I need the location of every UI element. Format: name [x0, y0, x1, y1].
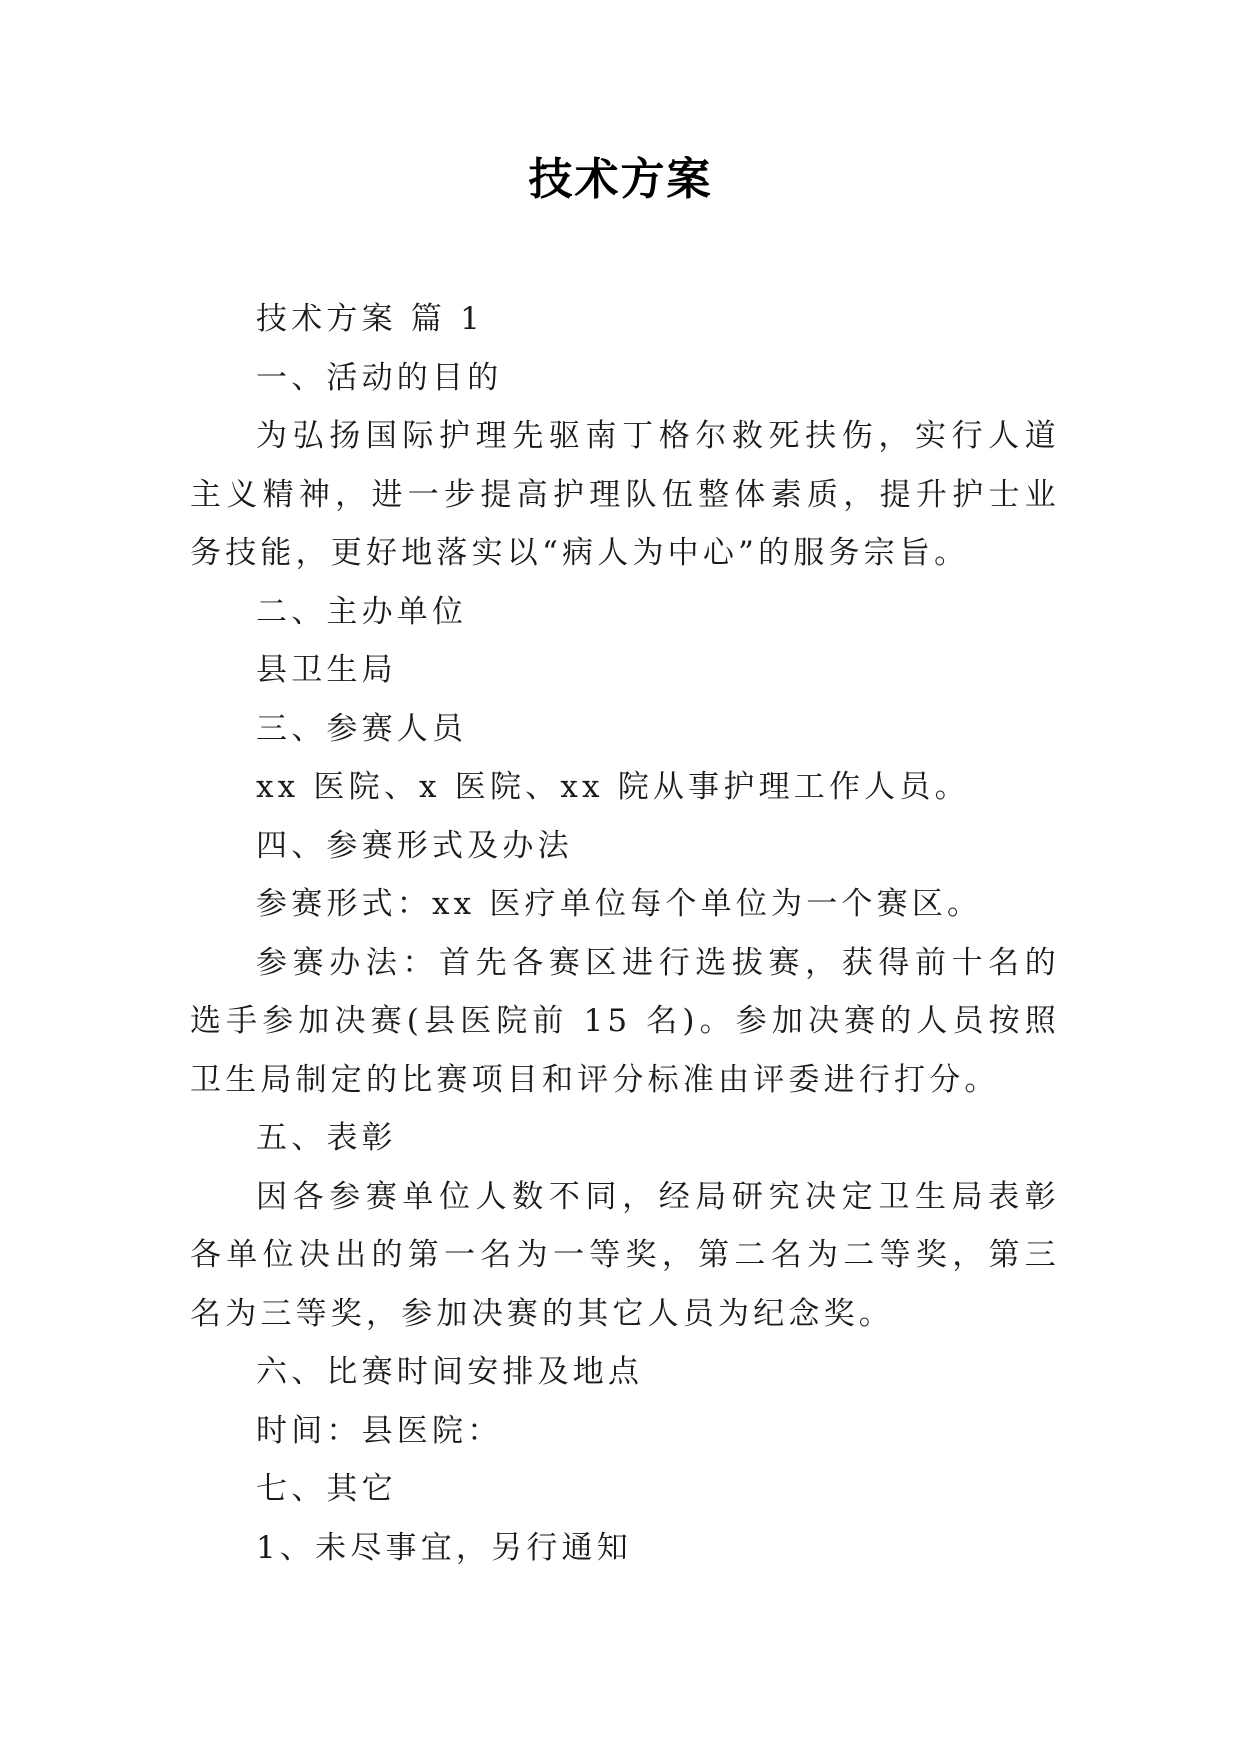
paragraph-purpose: 为弘扬国际护理先驱南丁格尔救死扶伤，实行人道主义精神，进一步提高护理队伍整体素质，提升护士业务技能，更好地落实以“病人为中心”的服务宗旨。: [190, 418, 1060, 571]
paragraph-participants: xx 医院、x 医院、xx 院从事护理工作人员。: [256, 769, 970, 805]
document-title: 技术方案: [528, 154, 713, 205]
section-heading-format: 四、参赛形式及办法: [256, 827, 573, 864]
paragraph-schedule: 时间：县医院：: [256, 1412, 503, 1449]
paragraph-organizer: 县卫生局: [256, 652, 397, 688]
paragraph-format: 参赛形式：xx 医疗单位每个单位为一个赛区。: [256, 886, 983, 922]
paragraph-awards: 因各参赛单位人数不同，经局研究决定卫生局表彰各单位决出的第一名为一等奖，第二名为二等奖，第三名为三等奖，参加决赛的其它人员为纪念奖。: [190, 1178, 1060, 1332]
section-heading-other: 七、其它: [256, 1471, 397, 1507]
section-subtitle: 技术方案 篇 1: [256, 301, 485, 337]
document-body: [190, 290, 1060, 1577]
section-heading-organizer: 二、主办单位: [256, 593, 468, 630]
section-heading-participants: 三、参赛人员: [256, 710, 468, 747]
paragraph-other: 1、未尽事宜，另行通知: [256, 1529, 632, 1566]
section-heading-awards: 五、表彰: [256, 1120, 397, 1156]
section-heading-purpose: 一、活动的目的: [256, 359, 503, 396]
paragraph-method: 参赛办法：首先各赛区进行选拔赛，获得前十名的选手参加决赛(县医院前 15 名)。参加决赛的人员按照卫生局制定的比赛项目和评分标准由评委进行打分。: [190, 944, 1060, 1098]
section-heading-schedule: 六、比赛时间安排及地点: [256, 1354, 644, 1390]
